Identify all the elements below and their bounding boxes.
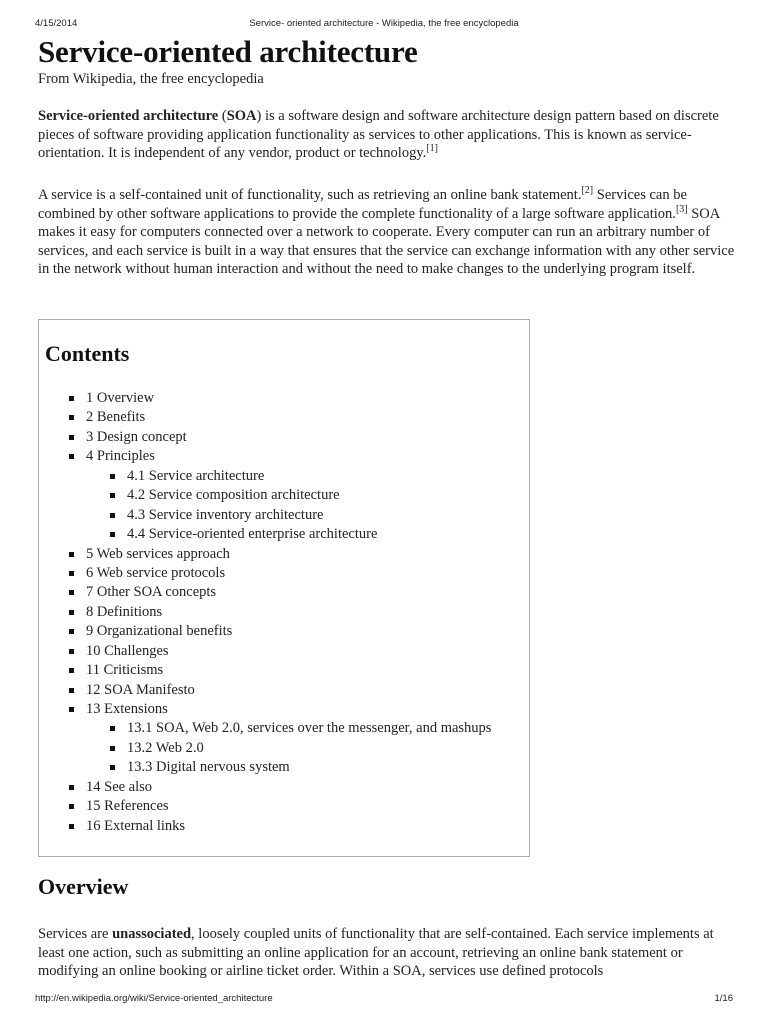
toc-item-label[interactable]: 11 Criticisms <box>86 662 164 679</box>
bullet-icon <box>69 454 74 459</box>
toc-item[interactable] <box>39 681 529 700</box>
bullet-icon <box>69 435 74 440</box>
toc-item[interactable] <box>39 622 529 641</box>
toc-item-label[interactable]: 4 Principles <box>86 448 155 465</box>
toc-subitem[interactable] <box>39 739 529 758</box>
print-url: http://en.wikipedia.org/wiki/Service-oriented_architecture <box>35 993 273 1004</box>
toc-item-label[interactable]: 1 Overview <box>86 390 155 406</box>
toc-list <box>39 389 529 836</box>
toc-item-label[interactable]: 9 Organizational benefits <box>86 623 233 640</box>
toc-subitem[interactable] <box>39 467 529 486</box>
bullet-icon <box>69 785 74 790</box>
bullet-icon <box>69 707 74 712</box>
toc-subitem[interactable] <box>39 758 529 777</box>
toc-item-label[interactable]: 4.4 Service-oriented enterprise architecture <box>127 526 378 543</box>
overview-bold-term: unassociated <box>112 926 192 942</box>
page-title: Service-oriented architecture <box>38 34 418 69</box>
bullet-icon <box>69 649 74 654</box>
bullet-icon <box>69 629 74 634</box>
bullet-icon <box>110 726 115 731</box>
intro1-text: ) is a software design and software architecture design pattern based on discrete pieces of software providing application functionality as services to other applications. This is known as service-orientation. It is independent of any vendor, product or technology. <box>38 108 719 161</box>
bullet-icon <box>110 532 115 537</box>
bullet-icon <box>69 668 74 673</box>
intro-paragraph-1 <box>38 107 740 163</box>
toc-item[interactable] <box>39 583 529 602</box>
intro2-text-c: SOA makes it easy for computers connected over a network to cooperate. Every computer can run an arbitrary number of services, and each service is built in a way that ensures that the service can exchange information with any other service in the network without human interaction and without the need to make changes to the underlying program itself. <box>38 205 735 277</box>
toc-item-label[interactable]: 10 Challenges <box>86 642 169 659</box>
ref-link-1[interactable]: [1] <box>426 143 438 155</box>
toc-item[interactable] <box>39 642 529 661</box>
toc-item-label[interactable]: 15 References <box>86 798 169 815</box>
intro2-text-a: A service is a self-contained unit of functionality, such as retrieving an online bank statement. <box>38 187 582 203</box>
toc-item[interactable] <box>39 447 529 466</box>
overview-paragraph <box>38 925 740 981</box>
toc-item-label[interactable]: 6 Web service protocols <box>86 564 226 581</box>
toc-item-label[interactable]: 4.1 Service architecture <box>127 467 265 484</box>
print-footer <box>35 993 733 1007</box>
bullet-icon <box>69 804 74 809</box>
toc-subitem[interactable] <box>39 719 529 738</box>
bullet-icon <box>69 415 74 420</box>
bullet-icon <box>110 746 115 751</box>
toc-item-label[interactable]: 16 External links <box>86 817 186 834</box>
bullet-icon <box>110 493 115 498</box>
overview-text-a: Services are <box>38 926 113 942</box>
bullet-icon <box>110 513 115 518</box>
toc-subitem[interactable] <box>39 486 529 505</box>
toc-item-label[interactable]: 14 See also <box>86 778 153 795</box>
bullet-icon <box>69 688 74 693</box>
toc-item[interactable] <box>39 408 529 427</box>
toc-item-label[interactable]: 4.3 Service inventory architecture <box>127 506 324 523</box>
toc-item[interactable] <box>39 700 529 719</box>
ref-link-2[interactable]: [2] <box>581 185 594 197</box>
toc-title: Contents <box>45 341 130 366</box>
toc-item[interactable] <box>39 545 529 564</box>
toc-item-label[interactable]: 12 SOA Manifesto <box>86 681 195 698</box>
toc-item[interactable] <box>39 778 529 797</box>
toc-item[interactable] <box>39 817 529 836</box>
bullet-icon <box>69 590 74 595</box>
toc-item-label[interactable]: 13.1 SOA, Web 2.0, services over the messenger, and mashups <box>127 720 492 737</box>
toc-item-label[interactable]: 8 Definitions <box>86 603 163 620</box>
bullet-icon <box>110 474 115 479</box>
toc-item[interactable] <box>39 603 529 622</box>
print-page-title: Service- oriented architecture - Wikipedia, the free encyclopedia <box>249 18 519 29</box>
article-subtitle: From Wikipedia, the free encyclopedia <box>38 71 264 87</box>
intro-paragraph-2 <box>38 186 740 279</box>
toc-item-label[interactable]: 3 Design concept <box>86 428 187 445</box>
bullet-icon <box>69 552 74 557</box>
abbr-soa: SOA <box>226 108 257 124</box>
term-soa: Service-oriented architecture <box>38 108 219 124</box>
toc-item-label[interactable]: 4.2 Service composition architecture <box>127 487 340 504</box>
toc-subitem[interactable] <box>39 525 529 544</box>
section-heading-overview: Overview <box>38 874 129 899</box>
toc-item[interactable] <box>39 661 529 680</box>
table-of-contents <box>38 319 530 857</box>
print-date: 4/15/2014 <box>35 18 78 29</box>
toc-item[interactable] <box>39 389 529 408</box>
bullet-icon <box>69 571 74 576</box>
ref-link-3[interactable]: [3] <box>675 203 688 215</box>
intro-open-paren: ( <box>218 108 227 124</box>
toc-item-label[interactable]: 13 Extensions <box>86 701 168 717</box>
toc-item[interactable] <box>39 797 529 816</box>
overview-text-b: , loosely coupled units of functionality that are self-contained. Each service implements at least one action, such as submitting an online application for an account, retrieving an online bank statement or modifying an online booking or airline ticket order. Within a SOA, services use defined protocols <box>38 926 714 979</box>
bullet-icon <box>69 610 74 615</box>
toc-subitem[interactable] <box>39 506 529 525</box>
print-page-number: 1/16 <box>714 993 733 1004</box>
toc-item-label[interactable]: 7 Other SOA concepts <box>86 584 217 601</box>
bullet-icon <box>110 765 115 770</box>
print-header <box>35 18 733 32</box>
bullet-icon <box>69 824 74 829</box>
intro2-text-b: Services can be combined by other software applications to provide the complete functionality of a large software application. <box>38 187 687 222</box>
toc-item-label[interactable]: 13.2 Web 2.0 <box>127 739 204 756</box>
bullet-icon <box>69 396 74 401</box>
toc-item-label[interactable]: 2 Benefits <box>86 409 146 426</box>
toc-item[interactable] <box>39 564 529 583</box>
toc-item-label[interactable]: 13.3 Digital nervous system <box>127 759 290 776</box>
toc-item[interactable] <box>39 428 529 447</box>
toc-item-label[interactable]: 5 Web services approach <box>86 545 230 562</box>
